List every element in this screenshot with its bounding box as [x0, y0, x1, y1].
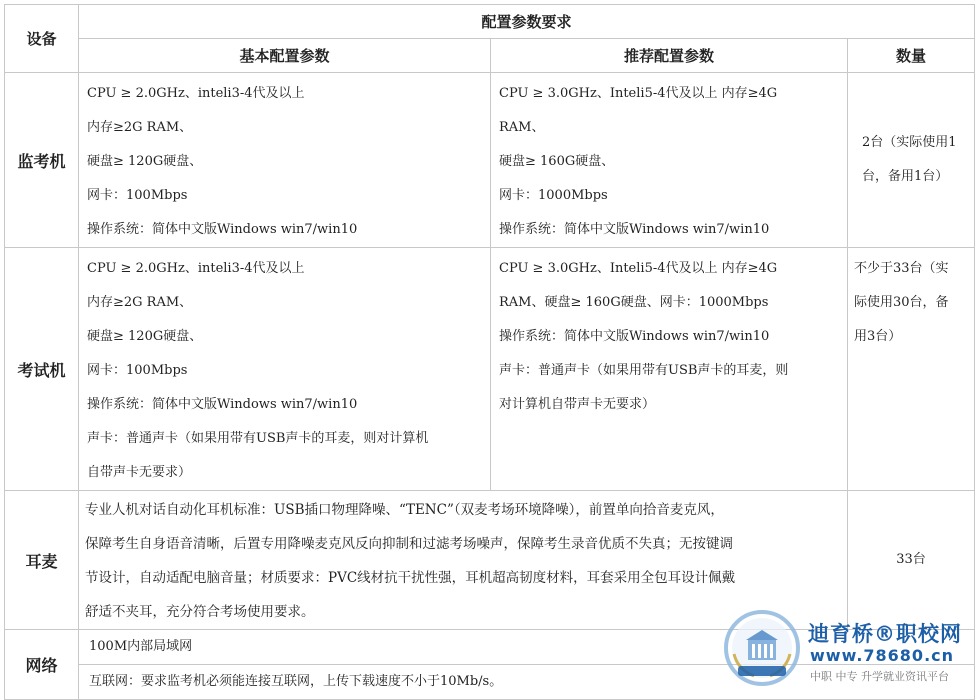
spec-line: 内存≥2G RAM、: [87, 120, 193, 135]
monitor-quantity: [848, 73, 975, 248]
quantity-line: 2台（实际使用1: [862, 135, 957, 150]
spec-line: 硬盘≥ 120G硬盘、: [87, 154, 203, 169]
watermark-tagline: 中职 中专 升学就业资讯平台: [810, 670, 949, 683]
exam-quantity: [848, 248, 975, 491]
watermark-url: www.78680.cn: [810, 646, 955, 665]
device-exam: 考试机: [5, 248, 79, 491]
spec-line: CPU ≥ 3.0GHz、Inteli5-4代及以上 内存≥4G: [499, 261, 778, 276]
spec-line: 硬盘≥ 160G硬盘、: [499, 154, 615, 169]
watermark-name: 迪育桥®职校网: [808, 622, 962, 646]
spec-line: CPU ≥ 3.0GHz、Inteli5-4代及以上 内存≥4G: [499, 86, 778, 101]
network-lan: 100M内部局域网: [79, 630, 975, 665]
spec-line: 内存≥2G RAM、: [87, 295, 193, 310]
spec-line: 操作系统：简体中文版Windows win7/win10: [87, 397, 358, 412]
table-row-headset: [5, 491, 975, 630]
spec-line: 声卡：普通声卡（如果用带有USB声卡的耳麦，则: [499, 363, 789, 378]
desc-line: 专业人机对话自动化耳机标准：USB插口物理降噪、“TENC”（双麦考场环境降噪），前置单向拾音麦克风，: [85, 502, 724, 518]
headset-description: [79, 491, 848, 630]
desc-line: 节设计，自动适配电脑音量；材质要求：PVC线材抗干扰性强，耳机超高韧度材料，耳套采用全包耳设计佩戴: [85, 570, 736, 586]
monitor-basic: [79, 73, 491, 248]
table-row-exam: [5, 248, 975, 491]
spec-line: 声卡：普通声卡（如果用带有USB声卡的耳麦，则对计算机: [87, 431, 429, 446]
spec-line: 对计算机自带声卡无要求）: [499, 397, 656, 412]
exam-recommended: [491, 248, 848, 491]
table-row-monitor: [5, 73, 975, 248]
spec-line: 操作系统：简体中文版Windows win7/win10: [499, 329, 770, 344]
network-internet: 互联网：要求监考机必须能连接互联网，上传下载速度不小于10Mb/s。: [79, 665, 975, 700]
device-network: 网络: [5, 630, 79, 700]
header-basic: 基本配置参数: [79, 39, 491, 73]
header-config-title: 配置参数要求: [79, 5, 975, 39]
header-device: 设备: [5, 5, 79, 73]
desc-line: 保障考生自身语音清晰，后置专用降噪麦克风反向抑制和过滤考场噪声，保障考生录音优质不失真；无按键调: [85, 536, 733, 552]
spec-line: 操作系统：简体中文版Windows win7/win10: [87, 222, 358, 237]
table-row-network: [5, 630, 975, 665]
device-headset: 耳麦: [5, 491, 79, 630]
spec-line: 硬盘≥ 120G硬盘、: [87, 329, 203, 344]
headset-quantity: 33台: [848, 491, 975, 630]
spec-line: 自带声卡无要求）: [87, 465, 192, 480]
config-table: [4, 4, 975, 700]
spec-line: 网卡：100Mbps: [87, 363, 188, 378]
quantity-line: 不少于33台（实: [854, 261, 949, 276]
header-recommended: 推荐配置参数: [491, 39, 848, 73]
table-row-network-internet: [5, 665, 975, 700]
spec-line: 操作系统：简体中文版Windows win7/win10: [499, 222, 770, 237]
spec-line: CPU ≥ 2.0GHz、inteli3-4代及以上: [87, 86, 305, 101]
quantity-line: 用3台）: [854, 329, 902, 344]
device-monitor: 监考机: [5, 73, 79, 248]
quantity-line: 台，备用1台）: [862, 169, 949, 184]
spec-line: RAM、硬盘≥ 160G硬盘、网卡：1000Mbps: [499, 295, 769, 310]
spec-line: 网卡：1000Mbps: [499, 188, 608, 203]
header-quantity: 数量: [848, 39, 975, 73]
spec-line: 网卡：100Mbps: [87, 188, 188, 203]
monitor-recommended: [491, 73, 848, 248]
exam-basic: [79, 248, 491, 491]
desc-line: 舒适不夹耳，充分符合考场使用要求。: [85, 604, 315, 620]
spec-line: RAM、: [499, 120, 545, 135]
quantity-line: 际使用30台，备: [854, 295, 949, 310]
spec-line: CPU ≥ 2.0GHz、inteli3-4代及以上: [87, 261, 305, 276]
